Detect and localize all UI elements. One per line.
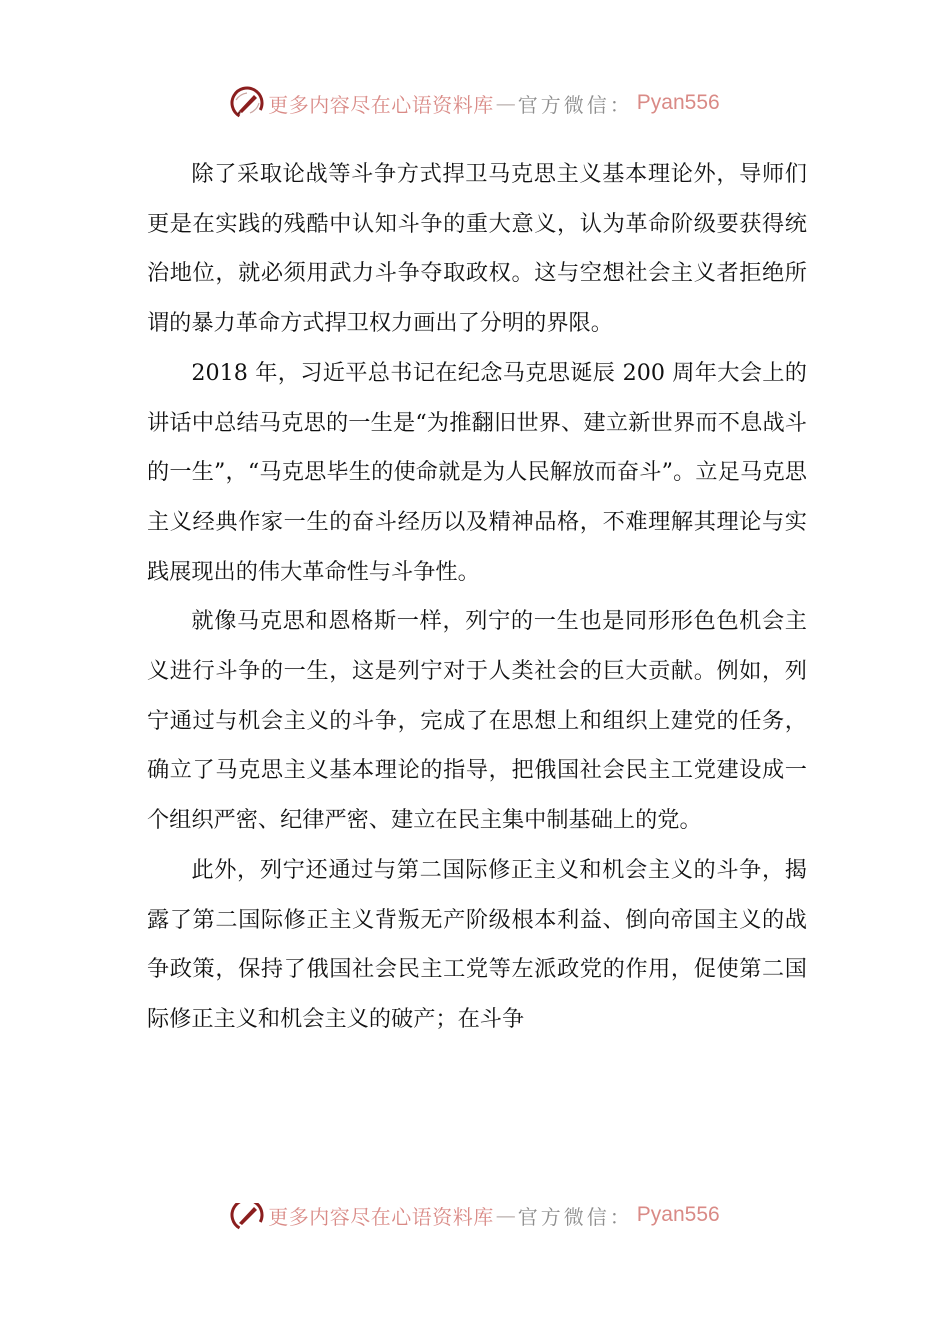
paragraph-2: 2018 年，习近平总书记在纪念马克思诞辰 200 周年大会上的讲话中总结马克思的一生是“为推翻旧世界、建立新世界而不息战斗的一生”，“马克思毕生的使命就是为人民解放而奋斗”。立足马克思主义经典作家一生的奋斗经历以及精神品格，不难理解其理论与实践展现出的伟大革命性与斗争性。 — [147, 359, 807, 585]
document-body — [147, 150, 807, 1045]
watermark-wechat-id: Pyan556 — [636, 91, 720, 114]
paragraph-4: 此外，列宁还通过与第二国际修正主义和机会主义的斗争，揭露了第二国际修正主义背叛无产阶级根本利益、倒向帝国主义的战争政策，保持了俄国社会民主工党等左派政党的作用，促使第二国际修正主义和机会主义的破产；在斗争 — [147, 856, 807, 1032]
footer-watermark — [0, 1203, 950, 1239]
header-watermark — [0, 83, 950, 123]
footer-watermark-site-text: 更多内容尽在心语资料库 — [268, 1204, 494, 1229]
footer-watermark-dash: — — [495, 1203, 516, 1227]
watermark-site-text: 更多内容尽在心语资料库 — [268, 92, 494, 117]
paragraph-1: 除了采取论战等斗争方式捍卫马克思主义基本理论外，导师们更是在实践的残酷中认知斗争的重大意义，认为革命阶级要获得统治地位，就必须用武力斗争夺取政权。这与空想社会主义者拒绝所谓的暴力革命方式捍卫权力画出了分明的界限。 — [147, 161, 807, 337]
quill-pen-logo-icon — [230, 1203, 264, 1232]
watermark-dash: — — [495, 91, 516, 115]
watermark-wechat-label: 官方微信： — [517, 92, 633, 117]
footer-watermark-wechat-label: 官方微信： — [517, 1204, 633, 1229]
footer-watermark-wechat-id: Pyan556 — [636, 1203, 720, 1226]
paragraph-3: 就像马克思和恩格斯一样，列宁的一生也是同形形色色机会主义进行斗争的一生，这是列宁对于人类社会的巨大贡献。例如，列宁通过与机会主义的斗争，完成了在思想上和组织上建党的任务，确立了马克思主义基本理论的指导，把俄国社会民主工党建设成一个组织严密、纪律严密、建立在民主集中制基础上的党。 — [147, 608, 807, 834]
quill-pen-logo-icon — [230, 86, 264, 120]
